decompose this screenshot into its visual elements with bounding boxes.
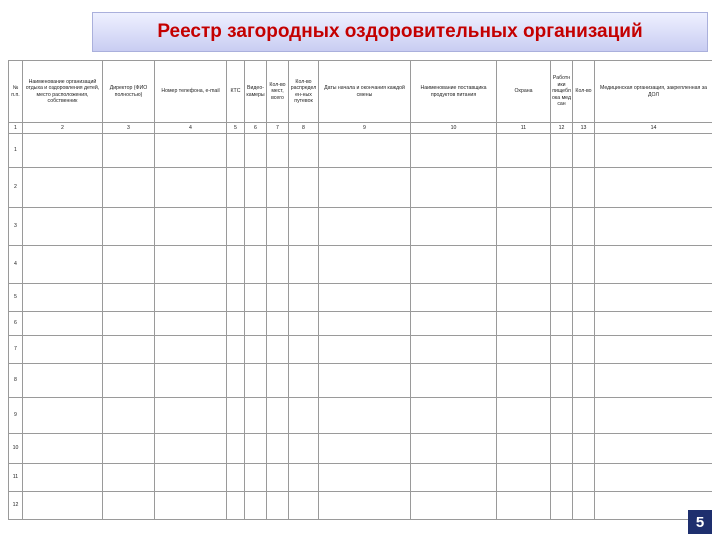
row-number: 1: [9, 134, 23, 168]
row-number: 3: [9, 208, 23, 246]
kts-cell: [227, 246, 245, 284]
places-cell: [267, 398, 289, 434]
contacts-cell: [155, 336, 227, 364]
organization-cell: [23, 434, 103, 464]
contacts-cell: [155, 168, 227, 208]
director-cell: [103, 464, 155, 492]
column-header: № п.п.: [9, 61, 23, 123]
column-number: 11: [497, 123, 551, 134]
medical-org-cell: [595, 246, 713, 284]
shift-dates-cell: [319, 168, 411, 208]
staff-cell: [551, 134, 573, 168]
row-number: 9: [9, 398, 23, 434]
vouchers-cell: [289, 434, 319, 464]
director-cell: [103, 208, 155, 246]
places-cell: [267, 246, 289, 284]
column-header: Кол-во: [573, 61, 595, 123]
kts-cell: [227, 364, 245, 398]
count-cell: [573, 492, 595, 520]
organization-cell: [23, 398, 103, 434]
contacts-cell: [155, 398, 227, 434]
table-header-row: [9, 61, 713, 123]
organization-cell: [23, 168, 103, 208]
guard-cell: [497, 492, 551, 520]
count-cell: [573, 364, 595, 398]
row-number: 8: [9, 364, 23, 398]
kts-cell: [227, 398, 245, 434]
medical-org-cell: [595, 364, 713, 398]
count-cell: [573, 246, 595, 284]
places-cell: [267, 492, 289, 520]
guard-cell: [497, 336, 551, 364]
vouchers-cell: [289, 364, 319, 398]
places-cell: [267, 284, 289, 312]
director-cell: [103, 246, 155, 284]
guard-cell: [497, 208, 551, 246]
contacts-cell: [155, 492, 227, 520]
column-header: Медицинская организация, закрепленная за ДОЛ: [595, 61, 713, 123]
column-header: Наименование поставщика продуктов питания: [411, 61, 497, 123]
medical-org-cell: [595, 284, 713, 312]
video-cell: [245, 336, 267, 364]
kts-cell: [227, 134, 245, 168]
supplier-cell: [411, 312, 497, 336]
contacts-cell: [155, 284, 227, 312]
video-cell: [245, 134, 267, 168]
shift-dates-cell: [319, 364, 411, 398]
column-number: 6: [245, 123, 267, 134]
vouchers-cell: [289, 312, 319, 336]
staff-cell: [551, 208, 573, 246]
staff-cell: [551, 336, 573, 364]
table-row: [9, 134, 713, 168]
column-number: 8: [289, 123, 319, 134]
count-cell: [573, 398, 595, 434]
director-cell: [103, 492, 155, 520]
column-header: Наименование организаций отдыха и оздоровления детей, место расположения, собственник: [23, 61, 103, 123]
supplier-cell: [411, 134, 497, 168]
director-cell: [103, 398, 155, 434]
column-header: Номер телефона, e-mail: [155, 61, 227, 123]
contacts-cell: [155, 464, 227, 492]
column-header: Кол-во распределен-ных путевок: [289, 61, 319, 123]
column-header: Охрана: [497, 61, 551, 123]
column-header: КТС: [227, 61, 245, 123]
column-header: Даты начала и окончания каждой смены: [319, 61, 411, 123]
organization-cell: [23, 312, 103, 336]
medical-org-cell: [595, 398, 713, 434]
shift-dates-cell: [319, 208, 411, 246]
count-cell: [573, 312, 595, 336]
video-cell: [245, 284, 267, 312]
guard-cell: [497, 284, 551, 312]
page-title: Реестр загородных оздоровительных организаций: [157, 21, 643, 42]
staff-cell: [551, 284, 573, 312]
row-number: 4: [9, 246, 23, 284]
video-cell: [245, 312, 267, 336]
kts-cell: [227, 464, 245, 492]
medical-org-cell: [595, 434, 713, 464]
contacts-cell: [155, 208, 227, 246]
video-cell: [245, 434, 267, 464]
table-row: [9, 312, 713, 336]
guard-cell: [497, 134, 551, 168]
vouchers-cell: [289, 284, 319, 312]
registry-table: [8, 60, 712, 520]
places-cell: [267, 134, 289, 168]
guard-cell: [497, 246, 551, 284]
table-row: [9, 336, 713, 364]
video-cell: [245, 364, 267, 398]
medical-org-cell: [595, 312, 713, 336]
places-cell: [267, 434, 289, 464]
column-number-row: [9, 123, 713, 134]
organization-cell: [23, 284, 103, 312]
staff-cell: [551, 434, 573, 464]
table-row: [9, 364, 713, 398]
row-number: 6: [9, 312, 23, 336]
shift-dates-cell: [319, 134, 411, 168]
supplier-cell: [411, 364, 497, 398]
count-cell: [573, 284, 595, 312]
medical-org-cell: [595, 336, 713, 364]
contacts-cell: [155, 134, 227, 168]
table-row: [9, 208, 713, 246]
staff-cell: [551, 246, 573, 284]
column-number: 7: [267, 123, 289, 134]
page-number-badge: 5: [688, 510, 712, 534]
table-row: [9, 168, 713, 208]
medical-org-cell: [595, 464, 713, 492]
guard-cell: [497, 312, 551, 336]
table-row: [9, 492, 713, 520]
count-cell: [573, 434, 595, 464]
column-header: Директор (ФИО полностью): [103, 61, 155, 123]
slide-header: [0, 0, 720, 62]
places-cell: [267, 312, 289, 336]
column-header: Работники пищеблока мед сан: [551, 61, 573, 123]
director-cell: [103, 284, 155, 312]
shift-dates-cell: [319, 336, 411, 364]
shift-dates-cell: [319, 398, 411, 434]
staff-cell: [551, 492, 573, 520]
organization-cell: [23, 464, 103, 492]
supplier-cell: [411, 434, 497, 464]
contacts-cell: [155, 434, 227, 464]
shift-dates-cell: [319, 312, 411, 336]
supplier-cell: [411, 336, 497, 364]
column-number: 14: [595, 123, 713, 134]
guard-cell: [497, 464, 551, 492]
row-number: 7: [9, 336, 23, 364]
column-header: Кол-во мест, всего: [267, 61, 289, 123]
supplier-cell: [411, 464, 497, 492]
video-cell: [245, 398, 267, 434]
supplier-cell: [411, 168, 497, 208]
kts-cell: [227, 168, 245, 208]
shift-dates-cell: [319, 492, 411, 520]
row-number: 10: [9, 434, 23, 464]
staff-cell: [551, 312, 573, 336]
column-number: 13: [573, 123, 595, 134]
count-cell: [573, 336, 595, 364]
supplier-cell: [411, 246, 497, 284]
places-cell: [267, 364, 289, 398]
kts-cell: [227, 284, 245, 312]
organization-cell: [23, 492, 103, 520]
kts-cell: [227, 492, 245, 520]
video-cell: [245, 464, 267, 492]
column-header: Видео-камеры: [245, 61, 267, 123]
staff-cell: [551, 168, 573, 208]
director-cell: [103, 364, 155, 398]
organization-cell: [23, 208, 103, 246]
video-cell: [245, 208, 267, 246]
kts-cell: [227, 336, 245, 364]
guard-cell: [497, 168, 551, 208]
shift-dates-cell: [319, 434, 411, 464]
count-cell: [573, 168, 595, 208]
row-number: 12: [9, 492, 23, 520]
table-row: [9, 246, 713, 284]
vouchers-cell: [289, 492, 319, 520]
table-row: [9, 284, 713, 312]
vouchers-cell: [289, 464, 319, 492]
organization-cell: [23, 246, 103, 284]
table-row: [9, 434, 713, 464]
supplier-cell: [411, 284, 497, 312]
shift-dates-cell: [319, 284, 411, 312]
kts-cell: [227, 434, 245, 464]
column-number: 4: [155, 123, 227, 134]
guard-cell: [497, 398, 551, 434]
guard-cell: [497, 364, 551, 398]
table-row: [9, 398, 713, 434]
vouchers-cell: [289, 168, 319, 208]
registry-table-container: [8, 60, 712, 532]
registry-body: [9, 134, 713, 520]
column-number: 2: [23, 123, 103, 134]
video-cell: [245, 246, 267, 284]
supplier-cell: [411, 492, 497, 520]
director-cell: [103, 134, 155, 168]
places-cell: [267, 336, 289, 364]
count-cell: [573, 134, 595, 168]
staff-cell: [551, 398, 573, 434]
organization-cell: [23, 134, 103, 168]
vouchers-cell: [289, 208, 319, 246]
places-cell: [267, 168, 289, 208]
vouchers-cell: [289, 336, 319, 364]
places-cell: [267, 208, 289, 246]
contacts-cell: [155, 246, 227, 284]
vouchers-cell: [289, 398, 319, 434]
staff-cell: [551, 464, 573, 492]
director-cell: [103, 312, 155, 336]
shift-dates-cell: [319, 464, 411, 492]
video-cell: [245, 492, 267, 520]
organization-cell: [23, 336, 103, 364]
row-number: 2: [9, 168, 23, 208]
shift-dates-cell: [319, 246, 411, 284]
medical-org-cell: [595, 134, 713, 168]
staff-cell: [551, 364, 573, 398]
count-cell: [573, 208, 595, 246]
director-cell: [103, 434, 155, 464]
column-number: 9: [319, 123, 411, 134]
guard-cell: [497, 434, 551, 464]
vouchers-cell: [289, 134, 319, 168]
column-number: 3: [103, 123, 155, 134]
organization-cell: [23, 364, 103, 398]
vouchers-cell: [289, 246, 319, 284]
video-cell: [245, 168, 267, 208]
kts-cell: [227, 312, 245, 336]
supplier-cell: [411, 208, 497, 246]
contacts-cell: [155, 312, 227, 336]
column-number: 5: [227, 123, 245, 134]
medical-org-cell: [595, 168, 713, 208]
supplier-cell: [411, 398, 497, 434]
kts-cell: [227, 208, 245, 246]
count-cell: [573, 464, 595, 492]
places-cell: [267, 464, 289, 492]
contacts-cell: [155, 364, 227, 398]
column-number: 1: [9, 123, 23, 134]
medical-org-cell: [595, 208, 713, 246]
director-cell: [103, 336, 155, 364]
column-number: 10: [411, 123, 497, 134]
row-number: 5: [9, 284, 23, 312]
column-number: 12: [551, 123, 573, 134]
director-cell: [103, 168, 155, 208]
row-number: 11: [9, 464, 23, 492]
table-row: [9, 464, 713, 492]
